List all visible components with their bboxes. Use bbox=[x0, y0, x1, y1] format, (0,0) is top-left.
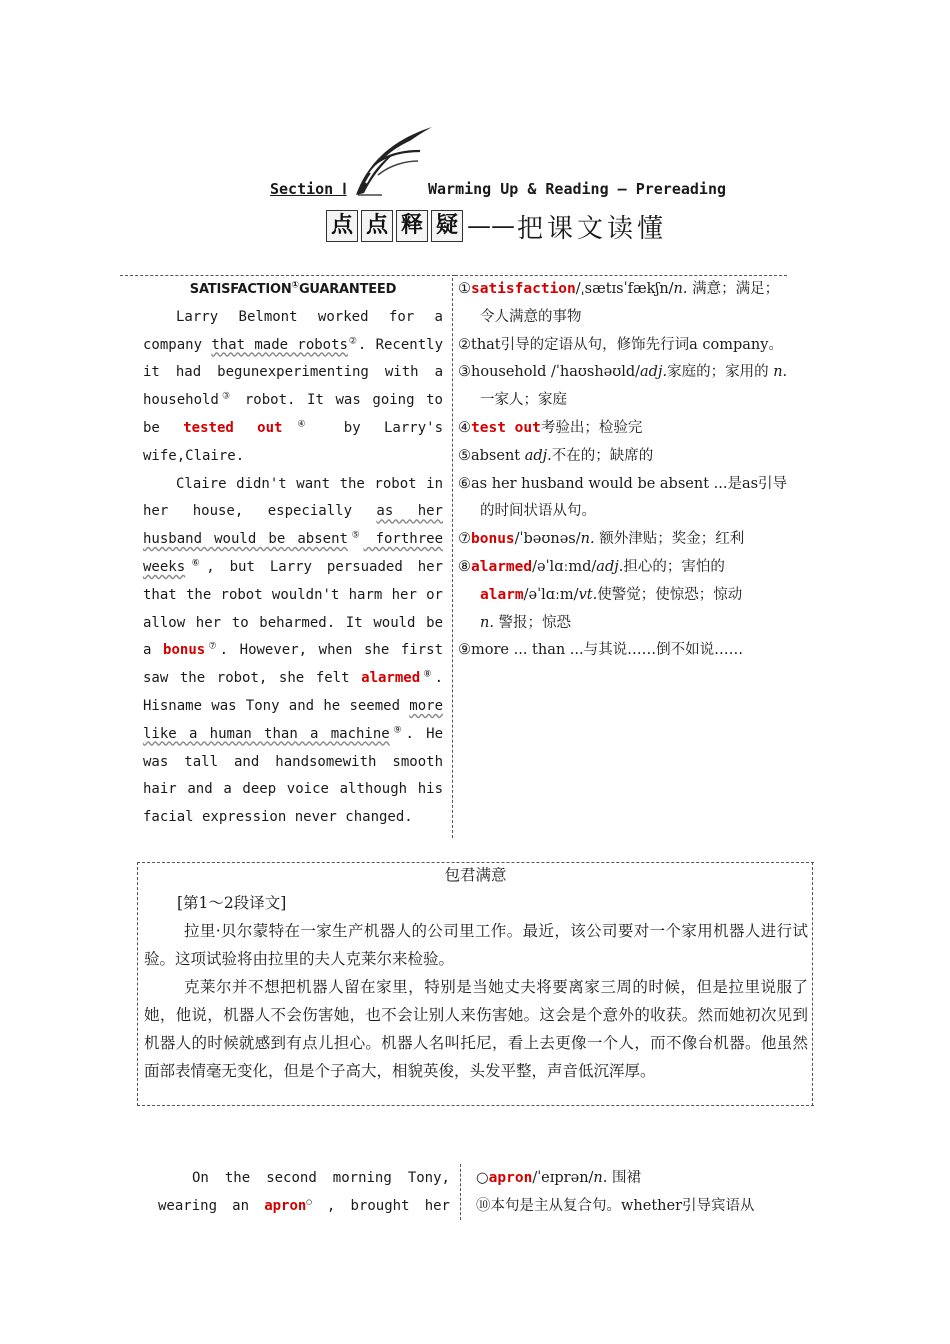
subtitle-box-2: 点 bbox=[361, 210, 393, 242]
passage-paragraph-1: Larry Belmont worked for a company that made robots②. Recently it had begunexperimenting with a household③ robot. It was going to be tested out④ by Larry's wife,Claire. bbox=[143, 308, 444, 464]
passage-continuation bbox=[150, 1164, 450, 1220]
translation-label: [第1～2段译文] bbox=[177, 894, 287, 912]
note-8: ⑧alarmed/əˈlɑːmd/adj.担心的；害怕的 alarm/əˈlɑːm/vt.使警觉；使惊恐；惊动 n. 警报；惊恐 bbox=[458, 558, 743, 631]
note-5: ⑤absent adj.不在的；缺席的 bbox=[458, 447, 654, 464]
section-heading bbox=[270, 180, 727, 198]
section-title: Warming Up & Reading — Prereading bbox=[428, 180, 727, 198]
passage-paragraph-2: Claire didn't want the robot in her house, especially as her husband would be absent⑤ forthree weeks⑥, but Larry persuaded her that the robot wouldn't harm her or allow her to beharmed. It would be a bonus⑦. However, when she first saw the robot, she felt alarmed⑧. Hisname was Tony and he seemed more like a human than a machine⑨. He was tall and handsomewith smooth hair and a deep voice although his facial expression never changed. bbox=[143, 475, 444, 826]
note-apron: ○apron/ˈeɪprən/n. 围裙 bbox=[476, 1170, 641, 1186]
column-divider bbox=[452, 278, 453, 838]
note-2: ②that引导的定语从句，修饰先行词a company。 bbox=[458, 336, 783, 353]
subtitle-box-3: 释 bbox=[396, 210, 428, 242]
translation-paragraph-1: 拉里·贝尔蒙特在一家生产机器人的公司里工作。最近，该公司要对一个家用机器人进行试验。这项试验将由拉里的夫人克莱尔来检验。 bbox=[144, 922, 808, 968]
subtitle-text: 把课文读懂 bbox=[517, 213, 668, 244]
continuation-line-2: wearing an apron○ , brought her bbox=[158, 1197, 450, 1214]
note-6: ⑥as her husband would be absent ...是as引导的时间状语从句。 bbox=[458, 475, 788, 520]
page-subtitle bbox=[326, 208, 667, 244]
section-number: Section Ⅰ bbox=[270, 180, 347, 198]
note-7: ⑦bonus/ˈbəʊnəs/n. 额外津贴；奖金；红利 bbox=[458, 531, 745, 548]
swoosh-logo-icon bbox=[352, 125, 434, 197]
continuation-line-1: On the second morning Tony, bbox=[192, 1170, 450, 1186]
subtitle-dash: —— bbox=[467, 212, 515, 240]
reading-passage bbox=[143, 276, 443, 832]
translation-box bbox=[137, 862, 814, 1106]
bottom-column-divider bbox=[460, 1164, 461, 1220]
translation-paragraph-2: 克莱尔并不想把机器人留在家里，特别是当她丈夫将要离家三周的时候，但是拉里说服了她，他说，机器人不会伤害她，也不会让别人来伤害她。这会是个意外的收获。然而她初次见到机器人的时候就感到有点儿担心。机器人名叫托尼，看上去更像一个人，而不像台机器。他虽然面部表情毫无变化，但是个子高大，相貌英俊，头发平整，声音低沉浑厚。 bbox=[144, 978, 808, 1080]
note-1: ①satisfaction/ˌsætɪsˈfækʃn/n. 满意；满足；令人满意的事物 bbox=[458, 281, 780, 325]
translation-title: 包君满意 bbox=[444, 866, 507, 884]
passage-title: SATISFACTION①GUARANTEED bbox=[189, 280, 397, 297]
note-3: ③household /ˈhaʊshəʊld/adj.家庭的；家用的 n. 一家人；家庭 bbox=[458, 364, 788, 409]
subtitle-box-4: 疑 bbox=[431, 210, 463, 242]
note-4: ④test out考验出；检验完 bbox=[458, 419, 643, 436]
subtitle-box-1: 点 bbox=[326, 210, 358, 242]
vocabulary-notes bbox=[458, 276, 788, 665]
note-9: ⑨more ... than ...与其说……倒不如说…… bbox=[458, 642, 744, 659]
note-10: ⑩本句是主从复合句。whether引导宾语从 bbox=[476, 1198, 755, 1214]
continuation-notes bbox=[476, 1164, 806, 1220]
